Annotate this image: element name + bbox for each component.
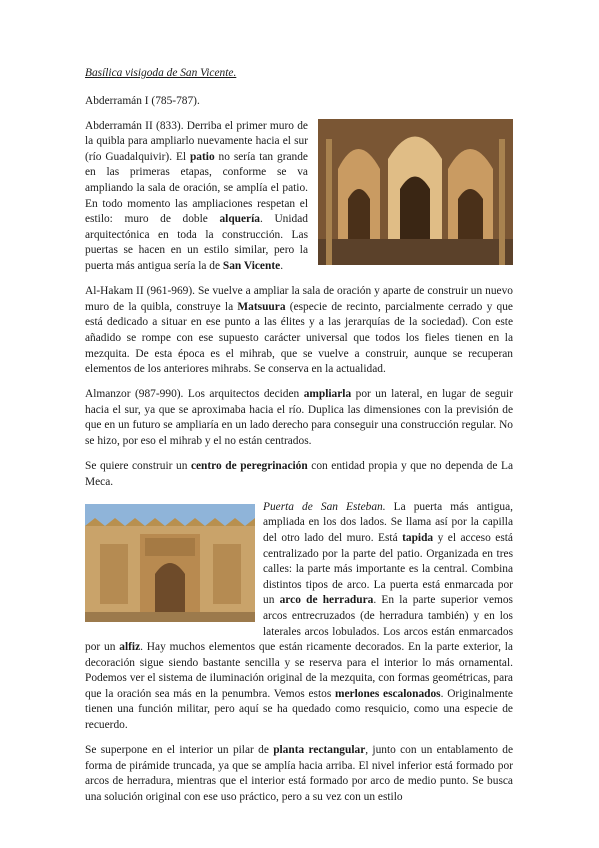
text-run: y el acceso está centralizado por la parte del patio. Organizada en tres calles: la parte más importante es la central. Combina distintos tipos de arco. La puerta está enmarcada por un <box>263 531 513 607</box>
mosque-interior-photo <box>318 119 513 265</box>
italic-heading: Puerta de San Esteban. <box>263 500 386 513</box>
bold-term: merlones escalonados <box>335 687 441 700</box>
text-run: Se superpone en el interior un pilar de <box>85 744 274 757</box>
paragraph-puerta-san-esteban <box>85 500 513 734</box>
bold-term: arco de herradura <box>279 594 374 607</box>
text-run: Almanzor (987-990). Los arquitectos deciden <box>85 388 304 401</box>
text-run: Al-Hakam II (961-969). Se vuelve a ampliar la sala de oración y aparte de construir un nuevo muro de la quibla, construye la <box>85 285 513 313</box>
bold-term: patio <box>189 150 215 163</box>
bold-term: ampliarla <box>303 388 352 401</box>
bold-term: tapida <box>402 531 434 544</box>
bold-term: Matsuura <box>237 300 286 313</box>
text-run: , junto con un entablamento de forma de pirámide truncada, ya que se amplía hacia arriba. El nivel inferior está formado por arcos de herradura, mientras que el interior está formado por arco de medio punto. Se busca una solución original con ese uso práctico, pero a su vez con un estilo <box>85 744 513 803</box>
text-run: con entidad propia y que no dependa de La Meca. <box>85 460 513 488</box>
text-run: . En la parte superior vemos arcos entrecruzados (de herradura también) y en los laterales arcos lobulados. Los arcos están enmarcados por un <box>85 594 513 654</box>
text-run: no sería tan grande en las primeras etapas, conforme se va ampliando la sala de oración, se amplía el patio. En todo momento las ampliaciones respetan el estilo: muro de doble <box>85 150 308 226</box>
text-run: . Originalmente tienen una función militar, pero aquí se ha quedado como resquicio, como una especie de recuerdo. <box>85 687 513 732</box>
paragraph-abderraman-ii <box>85 119 513 275</box>
text-run: . Hay muchos elementos que están ricamente decorados. En la parte exterior, la decoración sigue siendo bastante sencilla y se reserva para el interior lo más ornamental. Podemos ver el sistema de iluminación original de la mezquita, con formas geométricas, para que la oración sea más en la penumbra. Vemos estos <box>85 641 513 700</box>
paragraph-abderraman-i: Abderramán I (785-787). <box>85 94 200 107</box>
bold-term: centro de peregrinación <box>190 460 308 473</box>
paragraph-peregrinacion <box>85 459 513 490</box>
text-run: (especie de recinto, parcialmente cerrado y que está dedicado a situar en ese punto a las élites y a las jerarquías de la sociedad). Con este añadido se rompe con ese supuesto carácter universal que todos los fieles tienen en la mezquita. De esta época es el mihrab, que se vuelve a construir, aunque se recuperan elementos de los anteriores mihrabs. Se conserva en la actualidad. <box>85 300 513 376</box>
text-run: por un lateral, en lugar de seguir hacia el sur, ya que se aproximaba hacia el río. Duplica las dimensiones con la previsión de que en un futuro se ampliaría en un lado derecho para conseguir una construcción regular. No se hizo, por eso el mihrab y el no están centrados. <box>85 388 513 447</box>
text-run: . Unidad arquitectónica en toda la construcción. Las puertas se hacen en un estilo similar, pero la puerta más antigua sería la de <box>85 213 308 273</box>
text-run: Se quiere construir un <box>85 460 191 473</box>
paragraph-almanzor <box>85 387 513 449</box>
bold-term: planta rectangular <box>273 744 366 757</box>
document-body <box>85 66 513 815</box>
paragraph-al-hakam-ii <box>85 284 513 378</box>
bold-term: alfiz <box>119 641 141 654</box>
bold-term: alquería <box>219 213 260 226</box>
text-run: Abderramán II (833). Derriba el primer muro de la quibla para ampliarlo nuevamente hacia el sur (río Guadalquivir). El <box>85 119 308 163</box>
bold-term: San Vicente <box>222 260 281 273</box>
text-run: La puerta más antigua, ampliada en los dos lados. Se llama así por la capilla del otro lado del muro. Está <box>263 500 513 544</box>
text-run: . <box>280 260 284 273</box>
section-title: Basílica visigoda de San Vicente. <box>85 67 237 79</box>
paragraph-pilar <box>85 743 513 805</box>
puerta-san-esteban-photo <box>85 504 255 622</box>
